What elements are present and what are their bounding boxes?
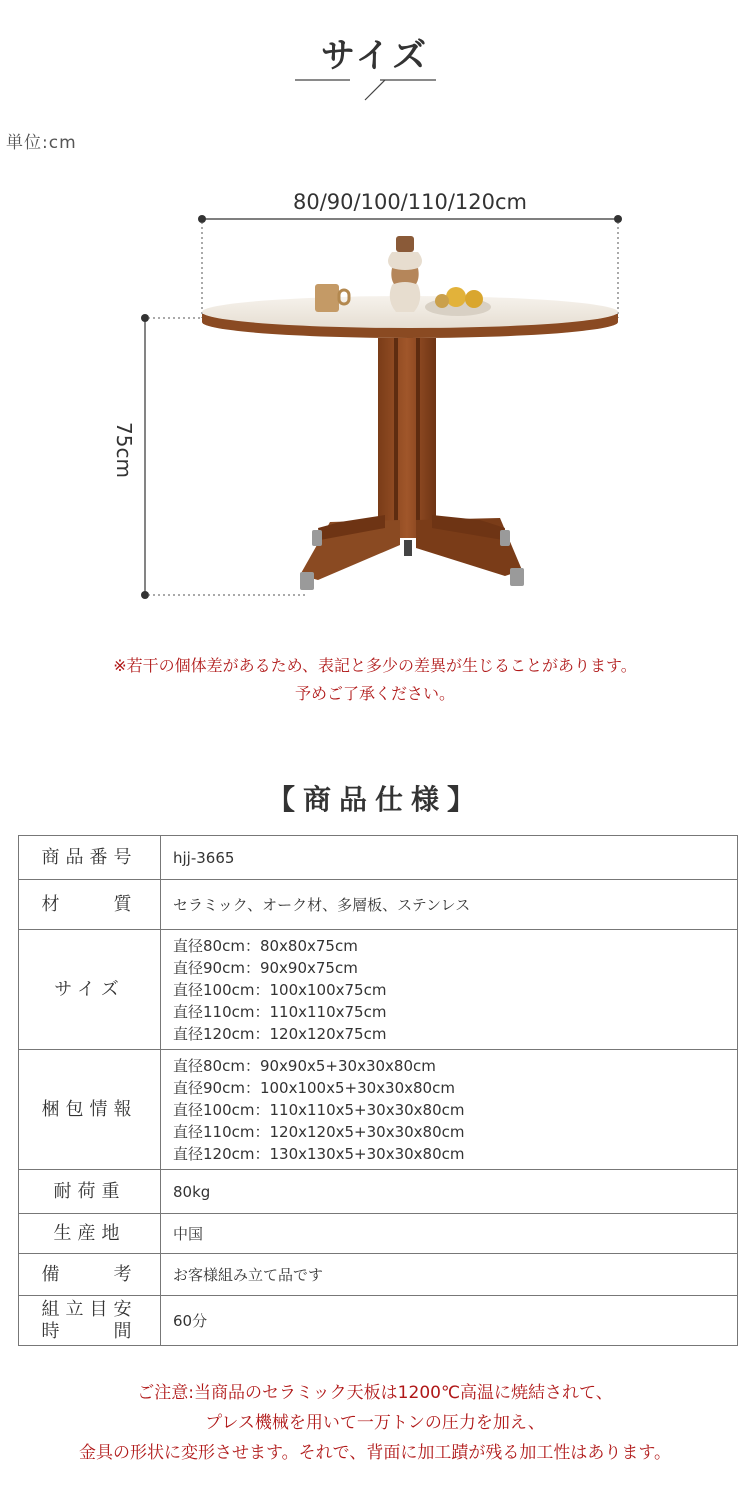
spec-label bbox=[19, 836, 161, 880]
width-dimension-label: 80/90/100/110/120cm bbox=[293, 190, 527, 214]
pedestal-base bbox=[300, 338, 524, 590]
variance-notice-line-1: ※若干の個体差があるため、表記と多少の差異が生じることがあります。 bbox=[113, 656, 637, 675]
spec-label bbox=[19, 1296, 161, 1346]
spec-value-line: セラミック、オーク材、多層板、ステンレス bbox=[173, 895, 471, 914]
caution-line-2: プレス機械を用いて一万トンの圧力を加え、 bbox=[205, 1413, 545, 1433]
spec-row bbox=[19, 836, 738, 880]
spec-value-line: hjj-3665 bbox=[173, 848, 235, 867]
spec-value-line: 直径100cm：100x100x75cm bbox=[173, 980, 387, 999]
spec-value-line: 直径110cm：120x120x5+30x30x80cm bbox=[173, 1122, 465, 1141]
spec-label-line: 備 考 bbox=[41, 1263, 138, 1285]
spec-row bbox=[19, 1296, 738, 1346]
spec-value-line: 直径120cm：120x120x75cm bbox=[173, 1024, 387, 1043]
spec-label-line: サイズ bbox=[54, 978, 125, 1000]
spec-value bbox=[161, 930, 738, 1050]
spec-label bbox=[19, 880, 161, 930]
spec-row bbox=[19, 880, 738, 930]
spec-value bbox=[161, 1254, 738, 1296]
spec-section-title: 【商品仕様】 bbox=[266, 783, 483, 816]
variance-notice-line-2: 予めご了承ください。 bbox=[294, 684, 455, 703]
spec-value bbox=[161, 1214, 738, 1254]
spec-value-line: 直径80cm：80x80x75cm bbox=[173, 936, 358, 955]
caution-line-1: ご注意:当商品のセラミック天板は1200℃高温に焼結されて、 bbox=[137, 1383, 613, 1403]
spec-value bbox=[161, 836, 738, 880]
spec-value bbox=[161, 880, 738, 930]
spec-value-line: 中国 bbox=[173, 1224, 204, 1243]
caution-notice bbox=[0, 1378, 750, 1468]
spec-label bbox=[19, 930, 161, 1050]
unit-label: 単位:cm bbox=[6, 133, 77, 153]
variance-notice bbox=[0, 652, 750, 708]
spec-row bbox=[19, 1214, 738, 1254]
spec-label bbox=[19, 1214, 161, 1254]
spec-value bbox=[161, 1296, 738, 1346]
spec-value-line: 直径90cm：90x90x75cm bbox=[173, 958, 358, 977]
spec-row bbox=[19, 1254, 738, 1296]
spec-label bbox=[19, 1050, 161, 1170]
spec-label bbox=[19, 1254, 161, 1296]
spec-row bbox=[19, 1050, 738, 1170]
spec-row bbox=[19, 1170, 738, 1214]
spec-label bbox=[19, 1170, 161, 1214]
spec-value-line: 直径80cm：90x90x5+30x30x80cm bbox=[173, 1056, 436, 1075]
page-title: サイズ bbox=[320, 36, 430, 76]
spec-label-line: 梱包情報 bbox=[41, 1098, 138, 1120]
height-dimension-line bbox=[141, 314, 305, 599]
spec-label-line: 生産地 bbox=[53, 1222, 126, 1244]
spec-value-line: 80kg bbox=[173, 1182, 211, 1201]
fruit-bowl-icon bbox=[425, 287, 491, 316]
spec-value bbox=[161, 1170, 738, 1214]
spec-value-line: お客様組み立て品です bbox=[173, 1265, 324, 1284]
table-illustration bbox=[0, 0, 750, 620]
height-dimension-label: 75cm bbox=[112, 422, 136, 478]
spec-value-line: 直径110cm：110x110x75cm bbox=[173, 1002, 387, 1021]
vase-icon bbox=[388, 236, 422, 312]
spec-label-line: 耐荷重 bbox=[53, 1180, 126, 1202]
spec-label-line: 商品番号 bbox=[41, 846, 138, 868]
spec-value-line: 直径120cm：130x130x5+30x30x80cm bbox=[173, 1144, 465, 1163]
spec-table bbox=[18, 835, 738, 1346]
spec-row bbox=[19, 930, 738, 1050]
spec-label-line: 組立目安 bbox=[41, 1298, 138, 1320]
spec-value-line: 直径100cm：110x110x5+30x30x80cm bbox=[173, 1100, 465, 1119]
caution-line-3: 金具の形状に変形させます。それで、背面に加工蹟が残る加工性はあります。 bbox=[79, 1443, 671, 1463]
spec-value-line: 直径90cm：100x100x5+30x30x80cm bbox=[173, 1078, 455, 1097]
spec-label-line: 時 間 bbox=[41, 1320, 138, 1342]
spec-label-line: 材 質 bbox=[41, 893, 138, 915]
spec-value bbox=[161, 1050, 738, 1170]
spec-value-line: 60分 bbox=[173, 1311, 208, 1330]
